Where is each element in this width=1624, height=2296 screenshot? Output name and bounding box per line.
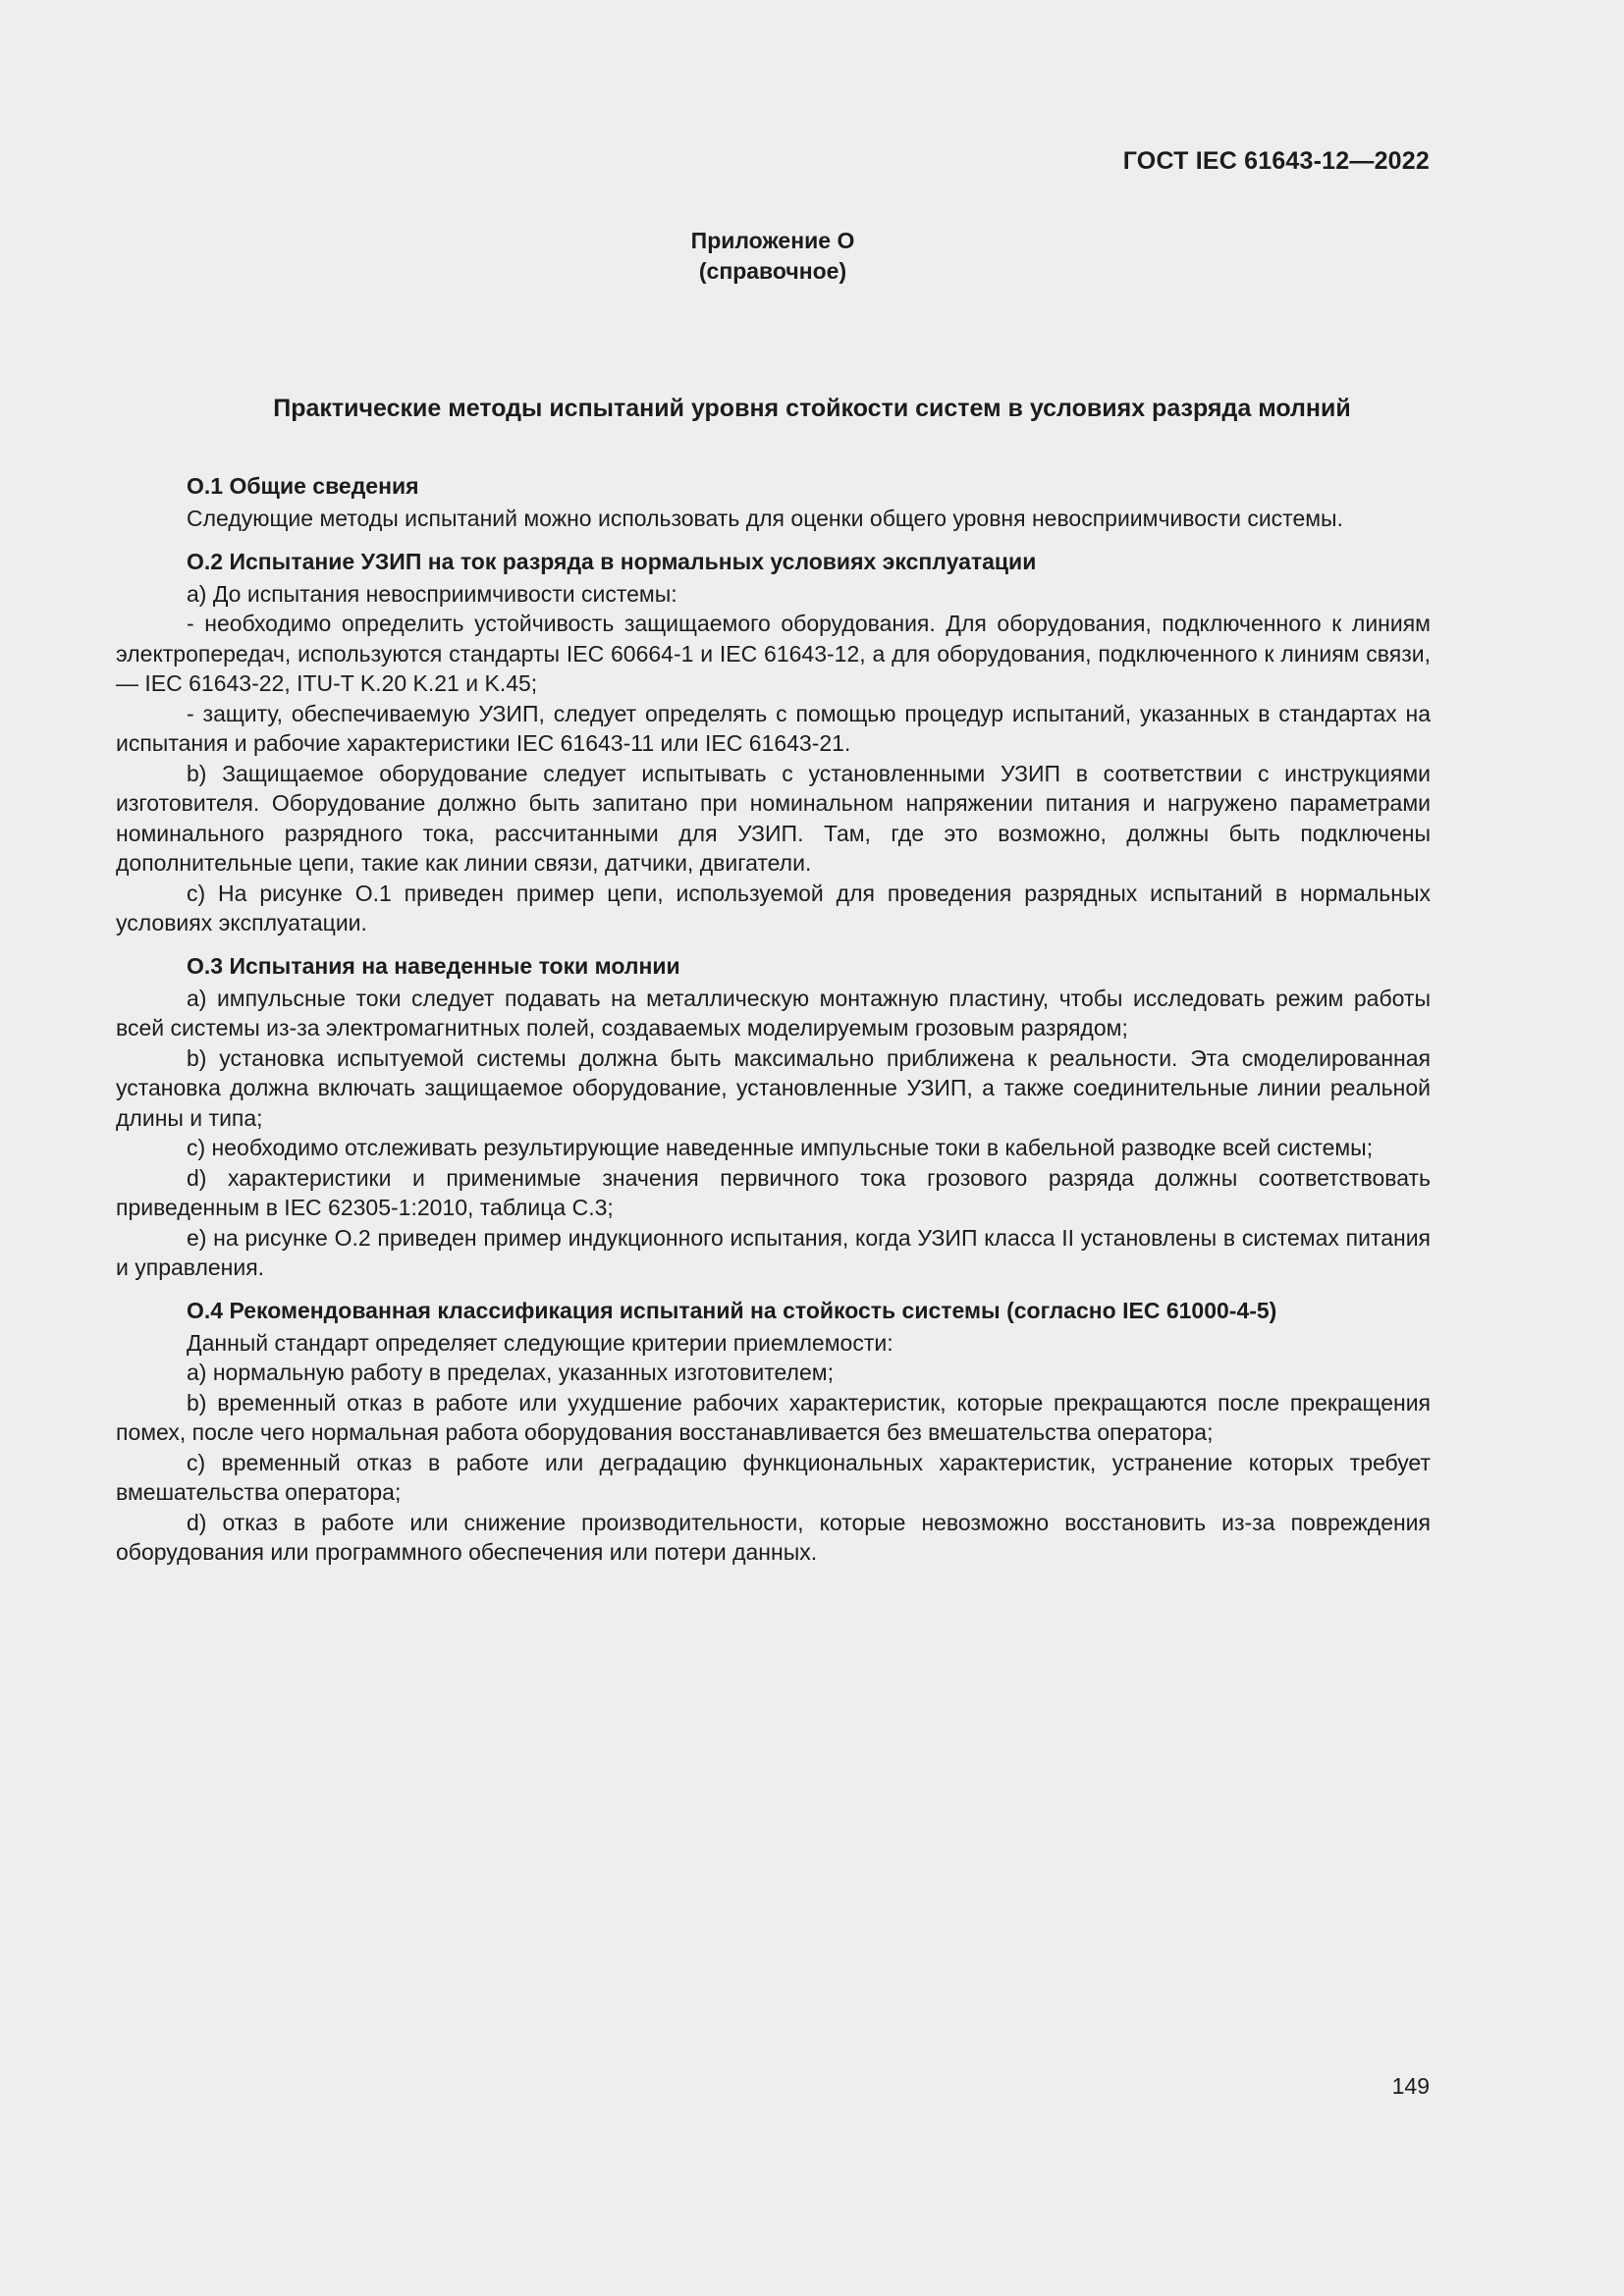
document-body (116, 471, 1431, 1568)
paragraph: d) характеристики и применимые значения первичного тока грозового разряда должны соответствовать приведенным в IEC 62305-1:2010, таблица С.3; (116, 1164, 1431, 1220)
paragraph: c) На рисунке О.1 приведен пример цепи, используемой для проведения разрядных испытаний в нормальных условиях эксплуатации. (116, 880, 1431, 935)
annex-type: (справочное) (698, 258, 847, 284)
section-heading: О.3 Испытания на наведенные токи молнии (187, 952, 680, 979)
paragraph: b) Защищаемое оборудование следует испытывать с установленными УЗИП в соответствии с инструкциями изготовителя. Оборудование должно быть запитано при номинальном напряжении питания и нагружено параметрами номинального разрядного тока, рассчитанными для УЗИП. Там, где это возможно, должны быть подключены дополнительные цепи, такие как линии связи, датчики, двигатели. (116, 760, 1431, 876)
page-number: 149 (1391, 2073, 1430, 2099)
paragraph: c) временный отказ в работе или деградацию функциональных характеристик, устранение которых требует вмешательства оператора; (116, 1449, 1431, 1505)
section-heading: О.4 Рекомендованная классификация испытаний на стойкость системы (согласно IEC 61000-4-5) (187, 1297, 1277, 1323)
paragraph: Данный стандарт определяет следующие критерии приемлемости: (187, 1329, 893, 1356)
paragraph: a) импульсные токи следует подавать на металлическую монтажную пластину, чтобы исследовать режим работы всей системы из-за электромагнитных полей, создаваемых моделируемым грозовым разрядом; (116, 985, 1431, 1041)
annex-title: Практические методы испытаний уровня стойкости систем в условиях разряда молний (273, 395, 1351, 422)
section-heading: О.2 Испытание УЗИП на ток разряда в нормальных условиях эксплуатации (187, 548, 1037, 574)
paragraph: e) на рисунке О.2 приведен пример индукционного испытания, когда УЗИП класса II установлены в системах питания и управления. (116, 1224, 1431, 1280)
paragraph: - необходимо определить устойчивость защищаемого оборудования. Для оборудования, подключенного к линиям электропередач, используются стандарты IEC 60664-1 и IEC 61643-12, а для оборудования, подключенного к линиям связи, — IEC 61643-22, ITU-T K.20 K.21 и K.45; (116, 611, 1431, 696)
section-heading: О.1 Общие сведения (187, 473, 419, 499)
paragraph: b) временный отказ в работе или ухудшение рабочих характеристик, которые прекращаются после прекращения помех, после чего нормальная работа оборудования восстанавливается без вмешательства оператора; (116, 1389, 1431, 1445)
paragraph: d) отказ в работе или снижение производительности, которые невозможно восстановить из-за повреждения оборудования или программного обеспечения или потери данных. (116, 1509, 1431, 1565)
annex-label: Приложение О (690, 228, 855, 253)
paragraph: - защиту, обеспечиваемую УЗИП, следует определять с помощью процедур испытаний, указанных в стандартах на испытания и рабочие характеристики IEC 61643-11 или IEC 61643-21. (116, 700, 1431, 756)
paragraph: c) необходимо отслеживать результирующие наведенные импульсные токи в кабельной разводке всей системы; (187, 1135, 1374, 1160)
paragraph: Следующие методы испытаний можно использовать для оценки общего уровня невосприимчивости системы. (187, 506, 1343, 531)
document-code: ГОСТ IEC 61643-12—2022 (1122, 147, 1430, 175)
paragraph: a) нормальную работу в пределах, указанных изготовителем; (187, 1360, 834, 1385)
paragraph: a) До испытания невосприимчивости системы: (187, 580, 677, 607)
paragraph: b) установка испытуемой системы должна быть максимально приближена к реальности. Эта смоделированная установка должна включать защищаемое оборудование, установленные УЗИП, а также соединительные линии реальной длины и типа; (116, 1044, 1431, 1131)
annex-header (0, 226, 1545, 287)
